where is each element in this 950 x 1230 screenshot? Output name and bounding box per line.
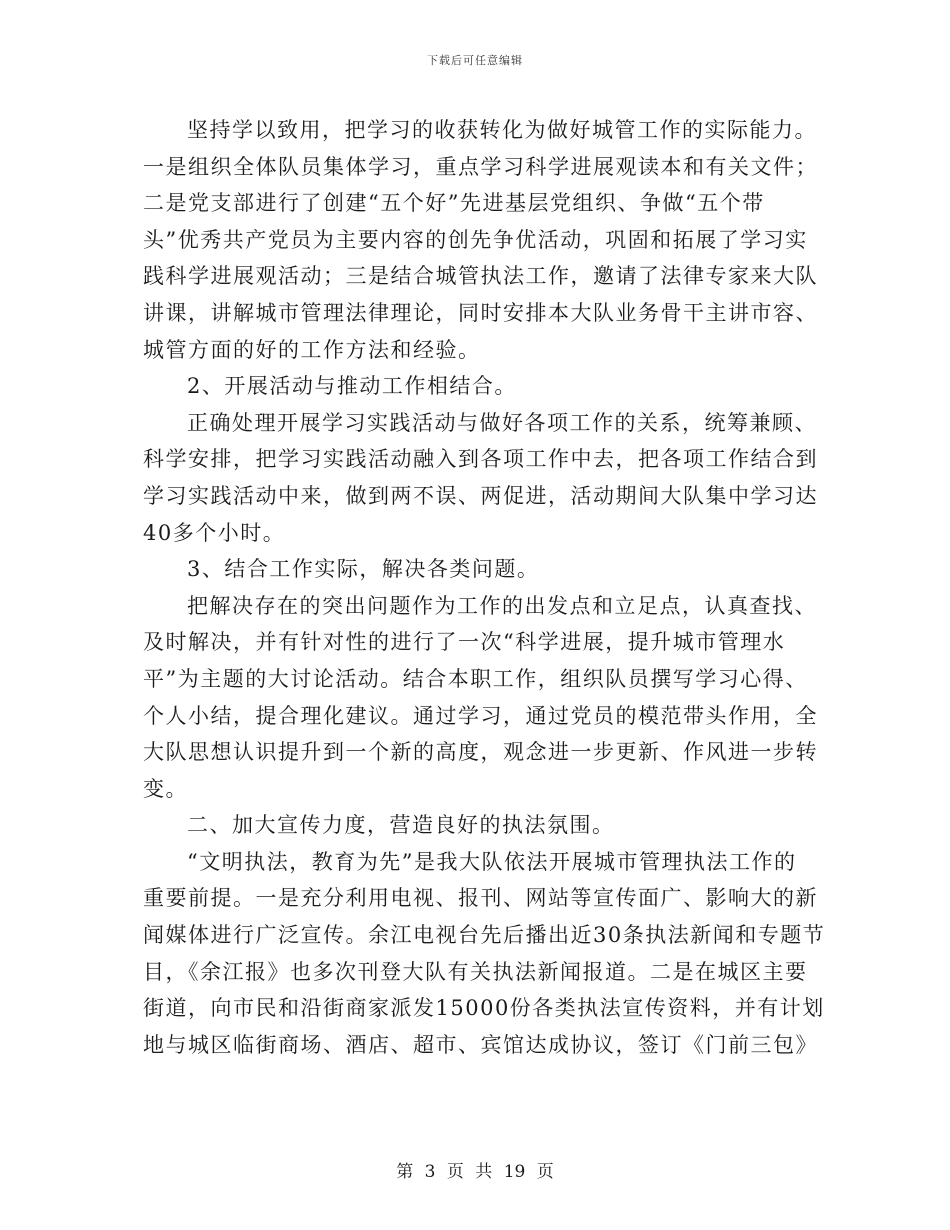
section-heading: 3、结合工作实际，解决各类问题。: [187, 557, 540, 582]
text-line: 科学安排，把学习实践活动融入到各项工作中去，把各项工作结合到: [143, 447, 818, 472]
text-line: 街道，向市民和沿街商家派发15000份各类执法宣传资料，并有计划: [143, 996, 825, 1021]
text-line: 坚持学以致用，把学习的收获转化为做好城管工作的实际能力。: [187, 118, 817, 142]
text-line: 头”优秀共产党员为主要内容的创先争优活动，巩固和拓展了学习实: [143, 227, 808, 252]
section-heading: 二、加大宣传力度，营造良好的执法氛围。: [187, 813, 615, 838]
text-line: 平”为主题的大讨论活动。结合本职工作，组织队员撰写学习心得、: [143, 666, 808, 691]
text-line: 目，《余江报》也多次刊登大队有关执法新闻报道。二是在城区主要: [143, 959, 808, 984]
text-line: 践科学进展观活动；三是结合城管执法工作，邀请了法律专家来大队: [143, 264, 818, 289]
text-line: 40多个小时。: [143, 520, 286, 545]
text-line: 重要前提。一是充分利用电视、报刊、网站等宣传面广、影响大的新: [143, 886, 818, 911]
text-line: 把解决存在的突出问题作为工作的出发点和立足点，认真查找、: [187, 593, 817, 618]
section-heading: 2、开展活动与推动工作相结合。: [187, 374, 517, 399]
text-line: 讲课，讲解城市管理法律理论，同时安排本大队业务骨干主讲市容、: [143, 300, 818, 325]
text-line: “文明执法，教育为先”是我大队依法开展城市管理执法工作的: [187, 849, 797, 874]
text-line: 地与城区临街商场、酒店、超市、宾馆达成协议，签订《门前三包》: [143, 1032, 818, 1057]
text-line: 一是组织全体队员集体学习，重点学习科学进展观读本和有关文件；: [143, 154, 818, 179]
page-number-footer: 第 3 页 共 19 页: [396, 1162, 554, 1182]
text-line: 正确处理开展学习实践活动与做好各项工作的关系，统筹兼顾、: [187, 410, 817, 435]
text-line: 二是党支部进行了创建“五个好”先进基层党组织、争做“五个带: [143, 191, 765, 216]
document-body: [143, 112, 826, 1063]
text-line: 及时解决，并有针对性的进行了一次“科学进展，提升城市管理水: [143, 630, 786, 655]
text-line: 大队思想认识提升到一个新的高度，观念进一步更新、作风进一步转: [143, 740, 818, 765]
text-line: 闻媒体进行广泛宣传。余江电视台先后播出近30条执法新闻和专题节: [143, 923, 826, 948]
text-line: 变。: [143, 776, 188, 801]
text-line: 城管方面的好的工作方法和经验。: [143, 337, 481, 362]
text-line: 学习实践活动中来，做到两不误、两促进，活动期间大队集中学习达: [143, 483, 818, 508]
page-header: 下载后可任意编辑: [427, 54, 523, 67]
text-line: 个人小结，提合理化建议。通过学习，通过党员的模范带头作用，全: [143, 703, 818, 728]
